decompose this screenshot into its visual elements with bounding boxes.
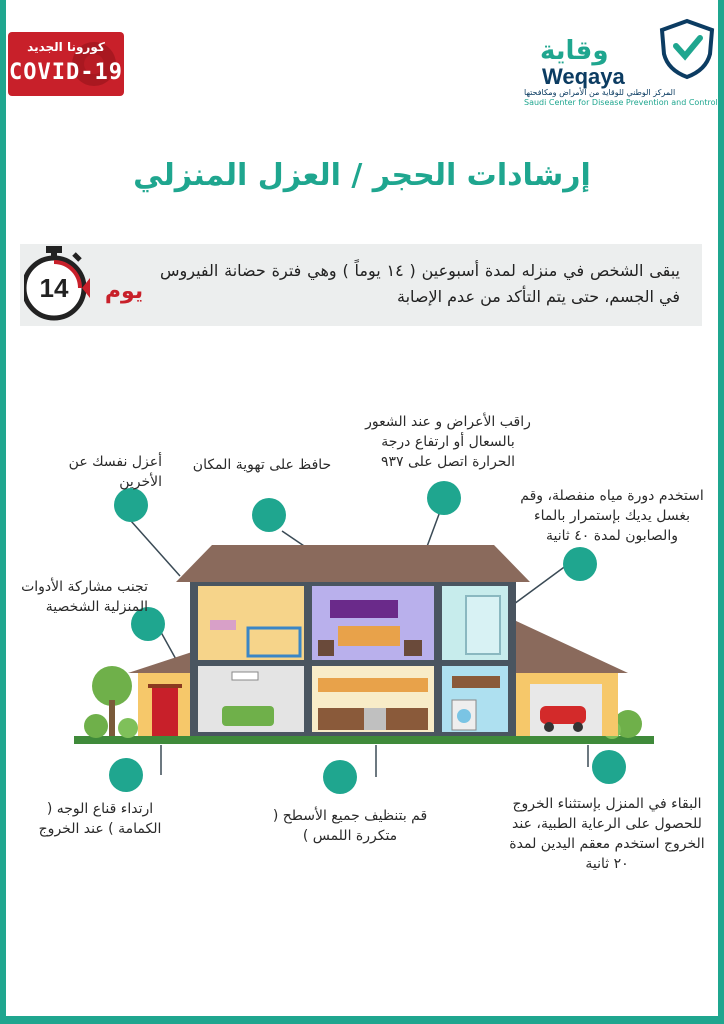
tip-bathroom-label: استخدم دورة مياه منفصلة، وقم بغسل يديك بإستمرار بالماء والصابون لمدة ٤٠ ثانية <box>520 488 704 544</box>
days-word: يوم <box>104 279 144 304</box>
tip-mask-label: ارتداء قناع الوجه ( الكمامة ) عند الخروج <box>38 801 162 837</box>
tip-ventilate-label: حافظ على تهوية المكان <box>192 457 332 473</box>
logo-arabic: وقاية <box>540 36 609 66</box>
page-title: إرشادات الحجر / العزل المنزلي <box>133 158 591 193</box>
tip-mask-dot <box>109 758 143 792</box>
tip-monitor-dot <box>427 481 461 515</box>
tip-isolate-dot <box>114 488 148 522</box>
tip-stay-dot <box>592 750 626 784</box>
logo-english: Weqaya <box>542 64 625 89</box>
tip-stay-label: البقاء في المنزل بإستثناء الخروج للحصول على الرعاية الطبية، عند الخروج استخدم معقم اليدين لمدة ٢٠ ثانية <box>509 796 705 872</box>
tip-bathroom-dot <box>563 547 597 581</box>
badge-english: COVID-19 <box>9 60 123 85</box>
tip-ventilate-dot <box>252 498 286 532</box>
days-number: 14 <box>39 273 69 303</box>
intro-text: يبقى الشخص في منزله لمدة أسبوعين ( ١٤ يوماً ) وهي فترة حضانة الفيروس في الجسم، حتى يتم التأكد من عدم الإصابة <box>160 261 680 306</box>
tip-clean-label: قم بتنظيف جميع الأسطح ( متكررة اللمس ) <box>272 808 428 844</box>
logo-subtitle-english: Saudi Center for Disease Prevention and Control <box>524 98 718 107</box>
tip-monitor-label: راقب الأعراض و عند الشعور بالسعال أو ارتفاع درجة الحرارة اتصل على ٩٣٧ <box>365 414 531 470</box>
tip-isolate-label: أعزل نفسك عن الأخرين <box>68 454 162 490</box>
tip-tools-label: تجنب مشاركة الأدوات المنزلية الشخصية <box>21 579 148 615</box>
tip-clean-dot <box>323 760 357 794</box>
badge-arabic: كورونا الجديد <box>27 40 105 54</box>
logo-subtitle-arabic: المركز الوطني للوقاية من الأمراض ومكافحتها <box>524 88 676 97</box>
